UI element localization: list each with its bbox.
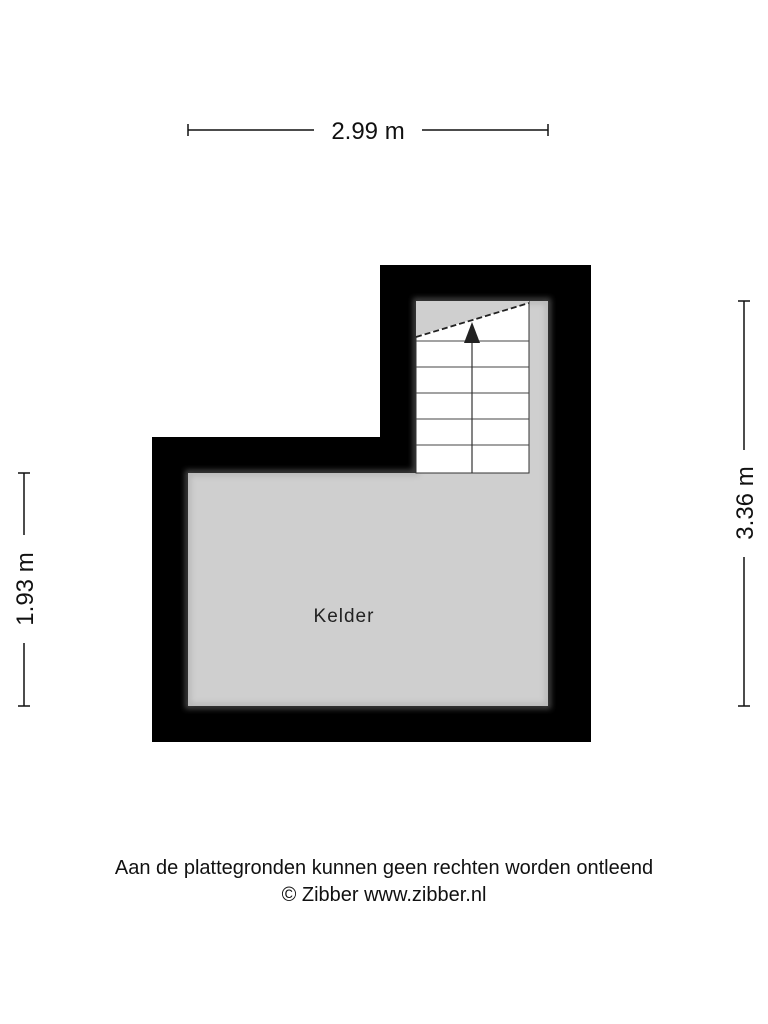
room-label-kelder: Kelder [313, 606, 375, 627]
dimension-height-left [12, 473, 39, 706]
footer-copyright: © Zibber www.zibber.nl [281, 884, 487, 906]
dimension-width-top [188, 118, 548, 145]
footer-disclaimer: Aan de plattegronden kunnen geen rechten worden ontleend [114, 857, 654, 879]
dimension-height-left-label: 1.93 m [12, 552, 39, 626]
dimension-height-right [732, 301, 759, 706]
staircase [416, 301, 529, 473]
dimension-width-top-label: 2.99 m [331, 118, 405, 145]
dimension-height-right-label: 3.36 m [732, 466, 759, 540]
